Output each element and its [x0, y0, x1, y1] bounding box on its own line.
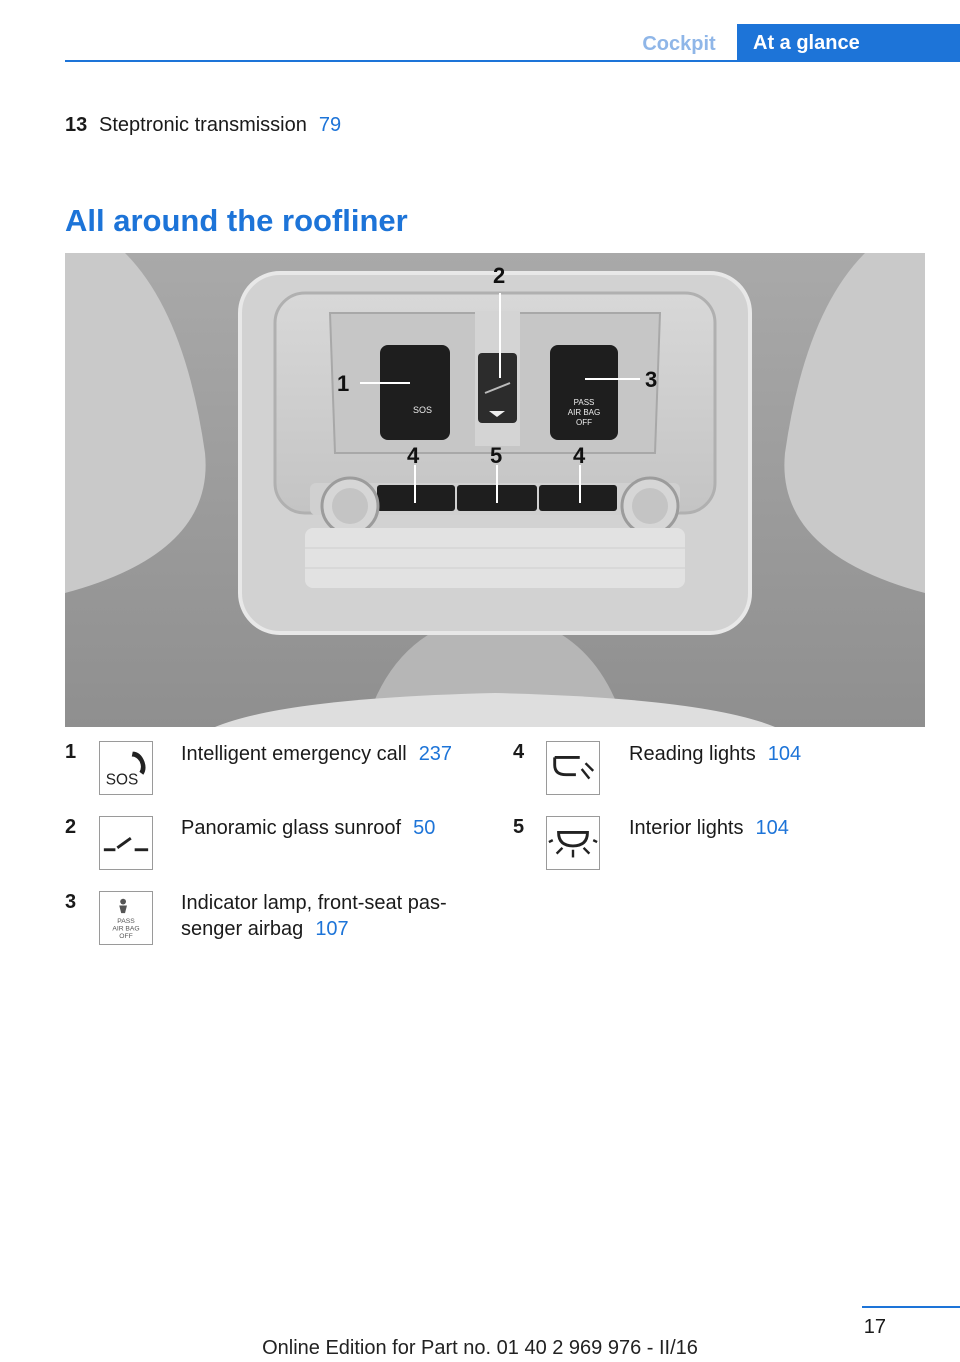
airbag-icon-line1: PASS — [117, 917, 135, 925]
top-item-number: 13 — [65, 114, 88, 136]
top-item-label: Steptronic transmission — [99, 114, 307, 136]
legend-item-4 — [629, 741, 801, 767]
section-title: All around the roofliner — [65, 203, 408, 238]
legend-item-3 — [181, 890, 447, 942]
legend-number-4: 4 — [513, 741, 525, 763]
legend-number-5: 5 — [513, 816, 525, 838]
callout-3: 3 — [645, 367, 658, 392]
edition-note: Online Edition for Part no. 01 40 2 969 976 - II/16 — [262, 1337, 698, 1359]
top-item — [65, 112, 341, 138]
callout-1: 1 — [337, 371, 350, 396]
legend-page-2[interactable]: 50 — [413, 817, 436, 839]
callout-4-right: 4 — [573, 443, 586, 468]
legend-item-2 — [181, 815, 435, 841]
legend-item-5 — [629, 815, 789, 841]
photo-airbag-line3: OFF — [576, 418, 592, 427]
interior-light-icon — [546, 816, 600, 870]
legend-number-3: 3 — [65, 891, 77, 913]
callout-2: 2 — [493, 263, 506, 288]
legend-number-1: 1 — [65, 741, 77, 763]
legend-page-3[interactable]: 107 — [315, 918, 349, 940]
photo-airbag-line2: AIR BAG — [567, 408, 601, 417]
legend-number-2: 2 — [65, 816, 77, 838]
legend-label-5: Interior lights — [629, 817, 744, 839]
footer-rule — [862, 1306, 960, 1308]
callout-5: 5 — [490, 443, 503, 468]
header-rule — [65, 60, 960, 62]
roofliner-photo — [65, 253, 925, 727]
airbag-icon-line2: AIR BAG — [112, 925, 140, 933]
legend-item-1 — [181, 741, 452, 767]
legend-page-5[interactable]: 104 — [755, 817, 789, 839]
legend-label-2: Panoramic glass sunroof — [181, 817, 402, 839]
photo-airbag-line1: PASS — [573, 398, 595, 407]
legend-page-1[interactable]: 237 — [418, 743, 453, 765]
airbag-icon-line3: OFF — [119, 933, 133, 941]
photo-sos-text: SOS — [413, 405, 433, 415]
top-item-page-link[interactable]: 79 — [318, 114, 342, 136]
sunroof-icon — [99, 816, 153, 870]
airbag-indicator-icon — [99, 891, 153, 945]
legend-label-4: Reading lights — [629, 743, 756, 765]
legend-label-3-line1: Indicator lamp, front-seat pas‐ — [181, 892, 447, 914]
legend-label-3-line2: senger airbag — [181, 918, 304, 940]
sos-icon-text: SOS — [105, 771, 139, 789]
sos-call-icon — [99, 741, 153, 795]
legend-label-1: Intelligent emergency call — [181, 743, 407, 765]
roofliner-illustration — [65, 253, 925, 727]
legend-page-4[interactable]: 104 — [767, 743, 802, 765]
callout-4-left: 4 — [407, 443, 420, 468]
reading-light-icon — [546, 741, 600, 795]
header-tab: At a glance — [737, 24, 960, 62]
header-section: Cockpit — [642, 33, 716, 55]
page-number: 17 — [863, 1316, 886, 1338]
